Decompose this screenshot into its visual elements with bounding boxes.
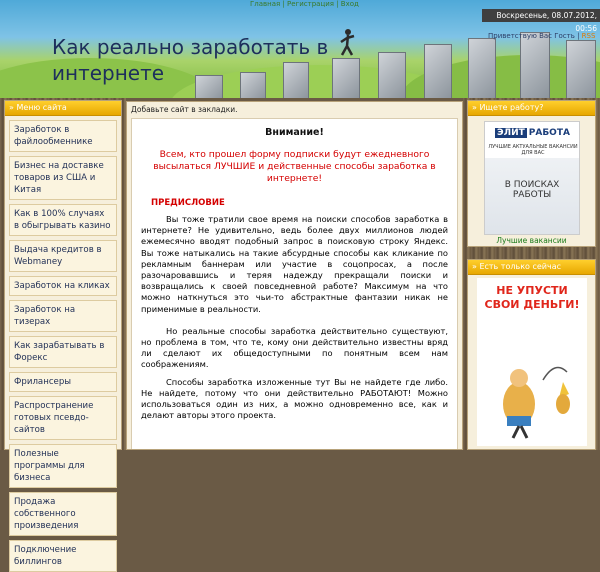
menu-item-casino[interactable]: Как в 100% случаях в обыгрывать казино — [9, 204, 117, 236]
top-nav-links[interactable]: Главная | Регистрация | Вход — [250, 0, 359, 8]
job-logo-right: РАБОТА — [528, 128, 570, 138]
date-time: Воскресенье, 08.07.2012, 00:56 — [482, 9, 600, 22]
menu-item-billing[interactable]: Подключение биллингов — [9, 540, 117, 572]
article — [131, 118, 458, 450]
menu-item-forex[interactable]: Как зарабатывать в Форекс — [9, 336, 117, 368]
sidebar-menu — [4, 100, 122, 567]
article-paragraph: Но реальные способы заработка действительно существуют, но проблема в том, что те, кому они действительно известны вряд ли сделают их общедоступными по понятным всем нам соображениям. — [141, 325, 448, 370]
main-content — [126, 101, 463, 450]
job-tagline: ЛУЧШИЕ АКТУАЛЬНЫЕ ВАКАНСИИ ДЛЯ ВАС — [488, 144, 578, 156]
menu-list — [5, 120, 121, 572]
header-cube — [468, 38, 496, 98]
money-banner[interactable] — [477, 278, 587, 446]
greeting-text: Приветствую Вас Гость — [488, 32, 575, 40]
header-cube — [424, 44, 452, 98]
article-paragraph: Способы заработка изложенные тут Вы не найдете где либо. Не найдете, потому что они действительно РАБОТАЮТ! Можно использоваться один из них, а можно одновременно все, как и делают авторы этого проекта. — [141, 376, 448, 421]
header-cube — [566, 40, 596, 98]
menu-item-business-programs[interactable]: Полезные программы для бизнеса — [9, 444, 117, 488]
job-logo — [495, 127, 571, 139]
rss-link[interactable]: RSS — [581, 32, 596, 40]
article-paragraph: Вы тоже тратили свое время на поиски способов заработка в интернете? Не удивительно, ведь более двух миллионов людей ежемесячно вводят подобный запрос в поисковую строку Яндекс. Вы тоже натыкались на такие абсурдные способы как кликание по рекламным баннерам или участие в соцопросах, а после разочаровавшись и теряя надежду прекращали поиски и возвращались к своей повседневной работе? Максимум на что можно наткнуться это чьи-то абстрактные фантазии никак не применимые в реальности. — [141, 214, 448, 314]
site-title[interactable] — [52, 34, 332, 86]
sidebar-menu-title: » Меню сайта — [5, 101, 121, 116]
header-cube — [520, 32, 550, 98]
greeting: Приветствую Вас Гость | RSS — [488, 32, 596, 40]
menu-item-webmoney-credits[interactable]: Выдача кредитов в Webmaney — [9, 240, 117, 272]
site-title-line: Как реально заработать в — [52, 35, 329, 59]
job-block-title: » Ищете работу? — [468, 101, 595, 116]
menu-item-delivery-business[interactable]: Бизнес на доставке товаров из США и Китая — [9, 156, 117, 200]
menu-item-clicks[interactable]: Заработок на кликах — [9, 276, 117, 296]
job-banner[interactable] — [484, 121, 580, 235]
money-banner-text — [477, 284, 587, 312]
job-banner-text: В ПОИСКАХ РАБОТЫ — [504, 180, 560, 200]
money-banner-line: СВОИ ДЕНЬГИ! — [484, 298, 580, 311]
menu-item-freelancers[interactable]: Фрилансеры — [9, 372, 117, 392]
attention-heading: Внимание! — [265, 127, 324, 138]
menu-item-pseudo-sites[interactable]: Распространение готовых псевдо-сайтов — [9, 396, 117, 440]
section-title: ПРЕДИСЛОВИЕ — [151, 198, 225, 208]
menu-item-teasers[interactable]: Заработок на тизерах — [9, 300, 117, 332]
runner-figure — [338, 28, 358, 58]
money-banner-line: НЕ УПУСТИ — [496, 284, 568, 297]
job-link[interactable]: Лучшие вакансии — [496, 236, 567, 245]
header-cube — [332, 58, 360, 98]
menu-item-selling-works[interactable]: Продажа собственного произведения — [9, 492, 117, 536]
job-logo-left: ЭЛИТ — [497, 128, 525, 138]
today-block-title: » Есть только сейчас — [468, 260, 595, 275]
menu-item-file-hosting[interactable]: Заработок в файлообменнике — [9, 120, 117, 152]
site-title-line: интернете — [52, 61, 165, 85]
header-cube — [378, 52, 406, 98]
cartoon-man-icon — [497, 360, 577, 440]
today-block — [467, 259, 596, 450]
job-block — [467, 100, 596, 247]
bookmark-link[interactable]: Добавьте сайт в закладки. — [131, 105, 238, 114]
promo-text: Всем, кто прошел форму подписки будут ежедневного высылаться ЛУЧШИЕ и действенные способы заработка в интернете! — [153, 149, 436, 184]
site-header — [0, 0, 600, 98]
